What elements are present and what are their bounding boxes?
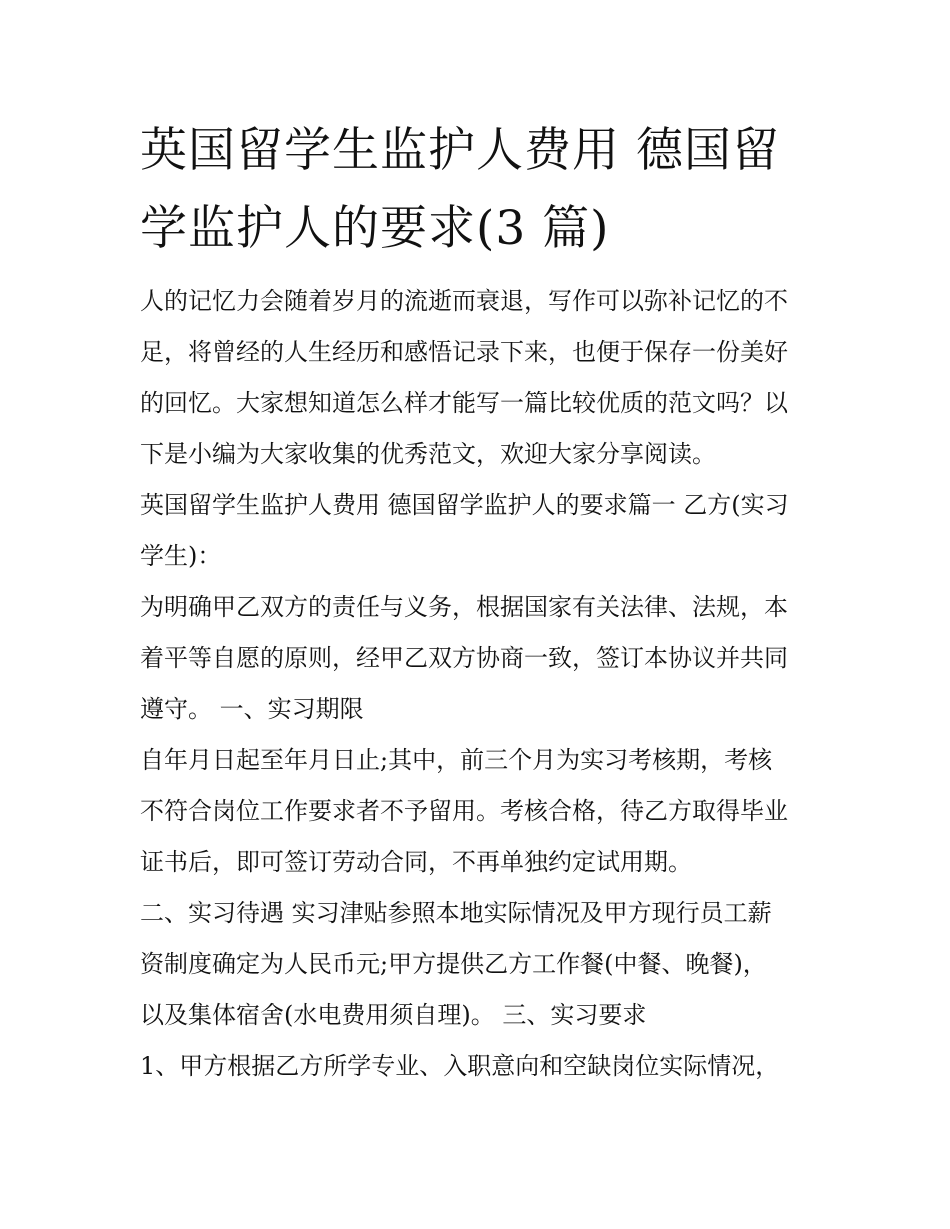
text-line: 自年月日起至年月日止;其中，前三个月为实习考核期，考核 xyxy=(140,746,773,774)
text-line: 的回忆。大家想知道怎么样才能写一篇比较优质的范文吗？以 xyxy=(140,389,788,417)
term-paragraph xyxy=(140,735,820,888)
purpose-paragraph xyxy=(140,582,820,735)
title-line: 英国留学生监护人费用 德国留 xyxy=(140,123,780,178)
text-line: 英国留学生监护人费用 德国留学监护人的要求篇一 乙方(实习 xyxy=(140,491,789,519)
text-line: 着平等自愿的原则，经甲乙双方协商一致，签订本协议并共同 xyxy=(140,644,788,672)
requirements-paragraph xyxy=(140,1041,820,1092)
document-title xyxy=(140,112,820,268)
title-line: 学监护人的要求(3 篇) xyxy=(140,201,610,256)
document-page xyxy=(140,112,820,1092)
text-line: 学生)： xyxy=(140,542,222,570)
text-line: 下是小编为大家收集的优秀范文，欢迎大家分享阅读。 xyxy=(140,440,716,468)
text-line: 1、甲方根据乙方所学专业、入职意向和空缺岗位实际情况， xyxy=(140,1052,780,1080)
text-line: 足，将曾经的人生经历和感悟记录下来，也便于保存一份美好 xyxy=(140,338,788,366)
intro-paragraph xyxy=(140,276,820,480)
compensation-paragraph xyxy=(140,888,820,1041)
text-line: 人的记忆力会随着岁月的流逝而衰退，写作可以弥补记忆的不 xyxy=(140,287,788,315)
text-line: 不符合岗位工作要求者不予留用。考核合格，待乙方取得毕业 xyxy=(140,797,788,825)
text-line: 为明确甲乙双方的责任与义务，根据国家有关法律、法规，本 xyxy=(140,593,788,621)
section-heading-paragraph xyxy=(140,480,820,582)
text-line: 遵守。 一、实习期限 xyxy=(140,695,364,723)
text-line: 二、实习待遇 实习津贴参照本地实际情况及甲方现行员工薪 xyxy=(140,899,772,927)
text-line: 证书后，即可签订劳动合同，不再单独约定试用期。 xyxy=(140,848,692,876)
text-line: 资制度确定为人民币元;甲方提供乙方工作餐(中餐、晚餐)， xyxy=(140,950,767,978)
text-line: 以及集体宿舍(水电费用须自理)。 三、实习要求 xyxy=(140,1001,647,1029)
